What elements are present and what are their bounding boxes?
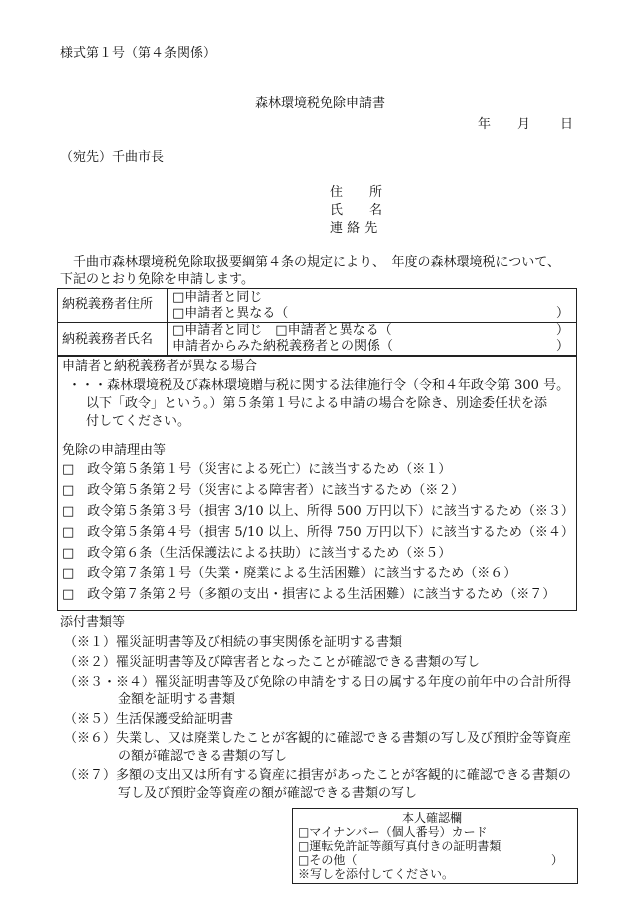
name-options-checkboxes[interactable]: □申請者と同じ □申請者と異なる（ bbox=[172, 323, 392, 338]
applicant-contact-label: 連 絡 先 bbox=[330, 221, 378, 236]
date-year[interactable]: 年 bbox=[478, 117, 492, 132]
table-col-divider bbox=[167, 288, 168, 356]
reason-item[interactable]: □ 政令第５条第４号（損害 5/10 以上、所得 750 万円以下）に該当するため（※４） bbox=[62, 525, 574, 540]
different-note-line-3: 付してください。 bbox=[86, 414, 191, 429]
reason-item[interactable]: □ 政令第５条第２号（災害による障害者）に該当するため（※２） bbox=[62, 483, 465, 498]
mynumber-checkbox[interactable]: □マイナンバー（個人番号）カード bbox=[298, 825, 488, 839]
intro-line-1: 千曲市森林環境税免除取扱要綱第４条の規定により、 年度の森林環境税について、 bbox=[60, 255, 560, 270]
close-paren: ） bbox=[551, 853, 564, 867]
date-month[interactable]: 月 bbox=[517, 117, 531, 132]
attachment-note-6: （※６）失業し、又は廃業したことが客観的に確認できる書類の写し及び預貯金等資産 bbox=[64, 731, 572, 746]
license-checkbox[interactable]: □運転免許証等顔写真付きの証明書類 bbox=[298, 839, 502, 853]
reason-item[interactable]: □ 政令第７条第２号（多額の支出・損害による生活困難）に該当するため（※７） bbox=[62, 587, 556, 602]
attachment-note-1: （※１）罹災証明書等及び相続の事実関係を証明する書類 bbox=[64, 635, 403, 650]
address-same-checkbox[interactable]: □申請者と同じ bbox=[172, 290, 263, 305]
attachment-note-5: （※５）生活保護受給証明書 bbox=[64, 712, 234, 727]
identity-heading: 本人確認欄 bbox=[402, 811, 463, 825]
attachment-note-2: （※２）罹災証明書等及び障害者となったことが確認できる書類の写し bbox=[64, 655, 481, 670]
attachment-note-6-cont: の額が確認できる書類の写し bbox=[118, 749, 288, 764]
close-paren: ） bbox=[556, 339, 570, 354]
different-note-line-1: ・・・森林環境税及び森林環境贈与税に関する法律施行令（令和４年政令第 300 号。 bbox=[68, 378, 570, 393]
reason-item[interactable]: □ 政令第６条（生活保護法による扶助）に該当するため（※５） bbox=[62, 546, 452, 561]
intro-line-2: 下記のとおり免除を申請します。 bbox=[60, 272, 254, 287]
relation-field[interactable]: 申請者からみた納税義務者との関係（ bbox=[172, 339, 394, 354]
taxpayer-name-label: 納税義務者氏名 bbox=[62, 332, 154, 347]
attachments-heading: 添付書類等 bbox=[60, 615, 126, 630]
attachment-note-34-cont: 金額を証明する書類 bbox=[118, 692, 236, 707]
taxpayer-address-label: 納税義務者住所 bbox=[62, 297, 154, 312]
different-note-heading: 申請者と納税義務者が異なる場合 bbox=[62, 359, 258, 374]
form-title: 森林環境税免除申請書 bbox=[255, 96, 386, 111]
addressee: （宛先）千曲市長 bbox=[60, 150, 165, 165]
reasons-heading: 免除の申請理由等 bbox=[62, 443, 167, 458]
close-paren: ） bbox=[556, 323, 570, 338]
date-day[interactable]: 日 bbox=[560, 117, 574, 132]
address-different-checkbox[interactable]: □申請者と異なる（ bbox=[172, 306, 289, 321]
identity-note: ※写しを添付してください。 bbox=[298, 867, 455, 881]
reason-item[interactable]: □ 政令第５条第３号（損害 3/10 以上、所得 500 万円以下）に該当するため（※３） bbox=[62, 504, 574, 519]
reason-item[interactable]: □ 政令第５条第１号（災害による死亡）に該当するため（※１） bbox=[62, 462, 452, 477]
attachment-note-7: （※７）多額の支出又は所有する資産に損害があったことが客観的に確認できる書類の bbox=[64, 768, 571, 783]
different-note-line-2: 以下「政令」という。）第５条第１号による申請の場合を除き、別途委任状を添 bbox=[86, 396, 547, 411]
applicant-address-label: 住 所 bbox=[330, 185, 383, 200]
reason-item[interactable]: □ 政令第７条第１号（失業・廃業による生活困難）に該当するため（※６） bbox=[62, 566, 517, 581]
attachment-note-7-cont: 写し及び預貯金等資産の額が確認できる書類の写し bbox=[118, 786, 418, 801]
close-paren: ） bbox=[556, 306, 570, 321]
other-checkbox[interactable]: □その他（ bbox=[298, 853, 358, 867]
applicant-name-label: 氏 名 bbox=[330, 203, 383, 218]
form-number: 様式第１号（第４条関係） bbox=[60, 46, 217, 61]
attachment-note-34: （※３・※４）罹災証明書等及び免除の申請をする日の属する年度の前年中の合計所得 bbox=[64, 675, 572, 690]
